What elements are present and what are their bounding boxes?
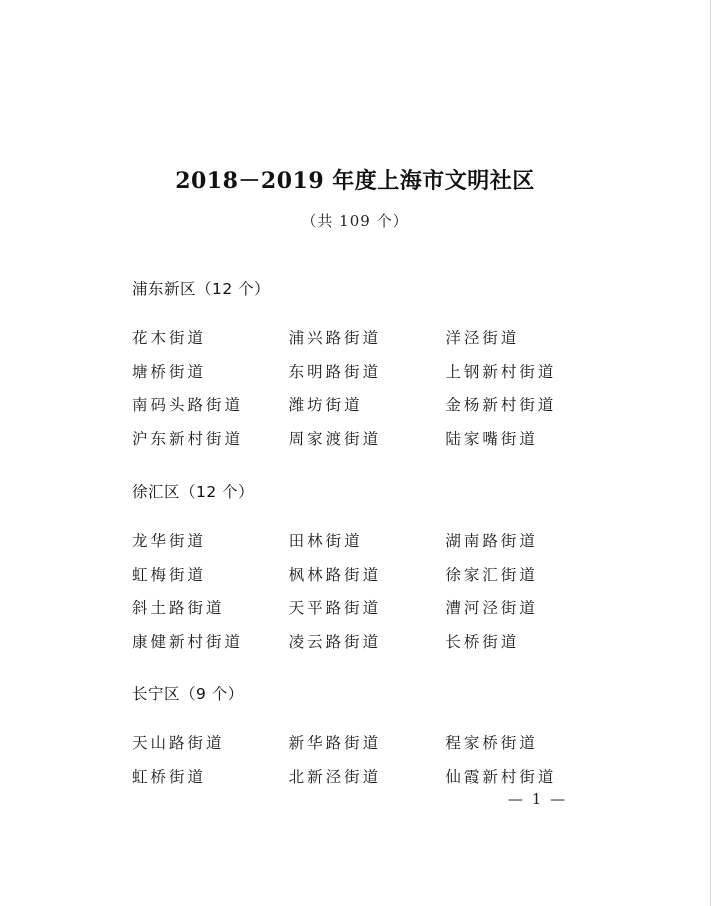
list-row: [132, 354, 602, 388]
list-item: 东明路街道: [288, 362, 382, 381]
list-item: 天平路街道: [288, 599, 382, 618]
list-row: [132, 557, 602, 591]
section-heading-pudong: 浦东新区（12 个）: [132, 280, 271, 298]
list-item: 仙霞新村街道: [445, 767, 557, 786]
list-item: 周家渡街道: [288, 429, 382, 448]
list-item: 塘桥街道: [132, 362, 207, 381]
list-row: [132, 387, 602, 421]
list-row: [132, 725, 602, 759]
list-item: 龙华街道: [132, 531, 207, 550]
list-item: 沪东新村街道: [132, 429, 244, 448]
list-item: 陆家嘴街道: [445, 429, 538, 448]
page-number: — 1 —: [508, 790, 568, 808]
list-item: 天山路街道: [132, 733, 225, 752]
document-subtitle: （共 109 个）: [301, 212, 409, 230]
list-item: 洋泾街道: [445, 328, 520, 347]
list-item: 田林街道: [288, 531, 363, 550]
list-row: [132, 759, 602, 793]
list-row: [132, 624, 602, 658]
section-list-changning: [132, 725, 602, 792]
list-item: 凌云路街道: [288, 632, 382, 651]
section-heading-xuhui: 徐汇区（12 个）: [132, 483, 255, 501]
list-item: 漕河泾街道: [445, 599, 538, 618]
section-list-pudong: [132, 320, 602, 455]
list-item: 北新泾街道: [288, 767, 382, 786]
list-item: 上钢新村街道: [445, 362, 557, 381]
list-row: [132, 590, 602, 624]
document-title: 2018－2019 年度上海市文明社区: [175, 168, 535, 194]
list-item: 康健新村街道: [132, 632, 244, 651]
list-item: 徐家汇街道: [445, 565, 538, 584]
list-item: 斜土路街道: [132, 599, 225, 618]
list-item: 潍坊街道: [288, 396, 363, 415]
list-row: [132, 421, 602, 455]
list-item: 程家桥街道: [445, 733, 538, 752]
list-item: 长桥街道: [445, 632, 520, 651]
list-item: 新华路街道: [288, 733, 382, 752]
list-row: [132, 523, 602, 557]
list-item: 花木街道: [132, 328, 207, 347]
list-row: [132, 320, 602, 354]
list-item: 枫林路街道: [288, 565, 382, 584]
list-item: 南码头路街道: [132, 396, 244, 415]
list-item: 虹梅街道: [132, 565, 207, 584]
list-item: 金杨新村街道: [445, 396, 557, 415]
list-item: 虹桥街道: [132, 767, 207, 786]
list-item: 浦兴路街道: [288, 328, 382, 347]
section-heading-changning: 长宁区（9 个）: [132, 685, 244, 703]
section-list-xuhui: [132, 523, 602, 658]
list-item: 湖南路街道: [445, 531, 538, 550]
